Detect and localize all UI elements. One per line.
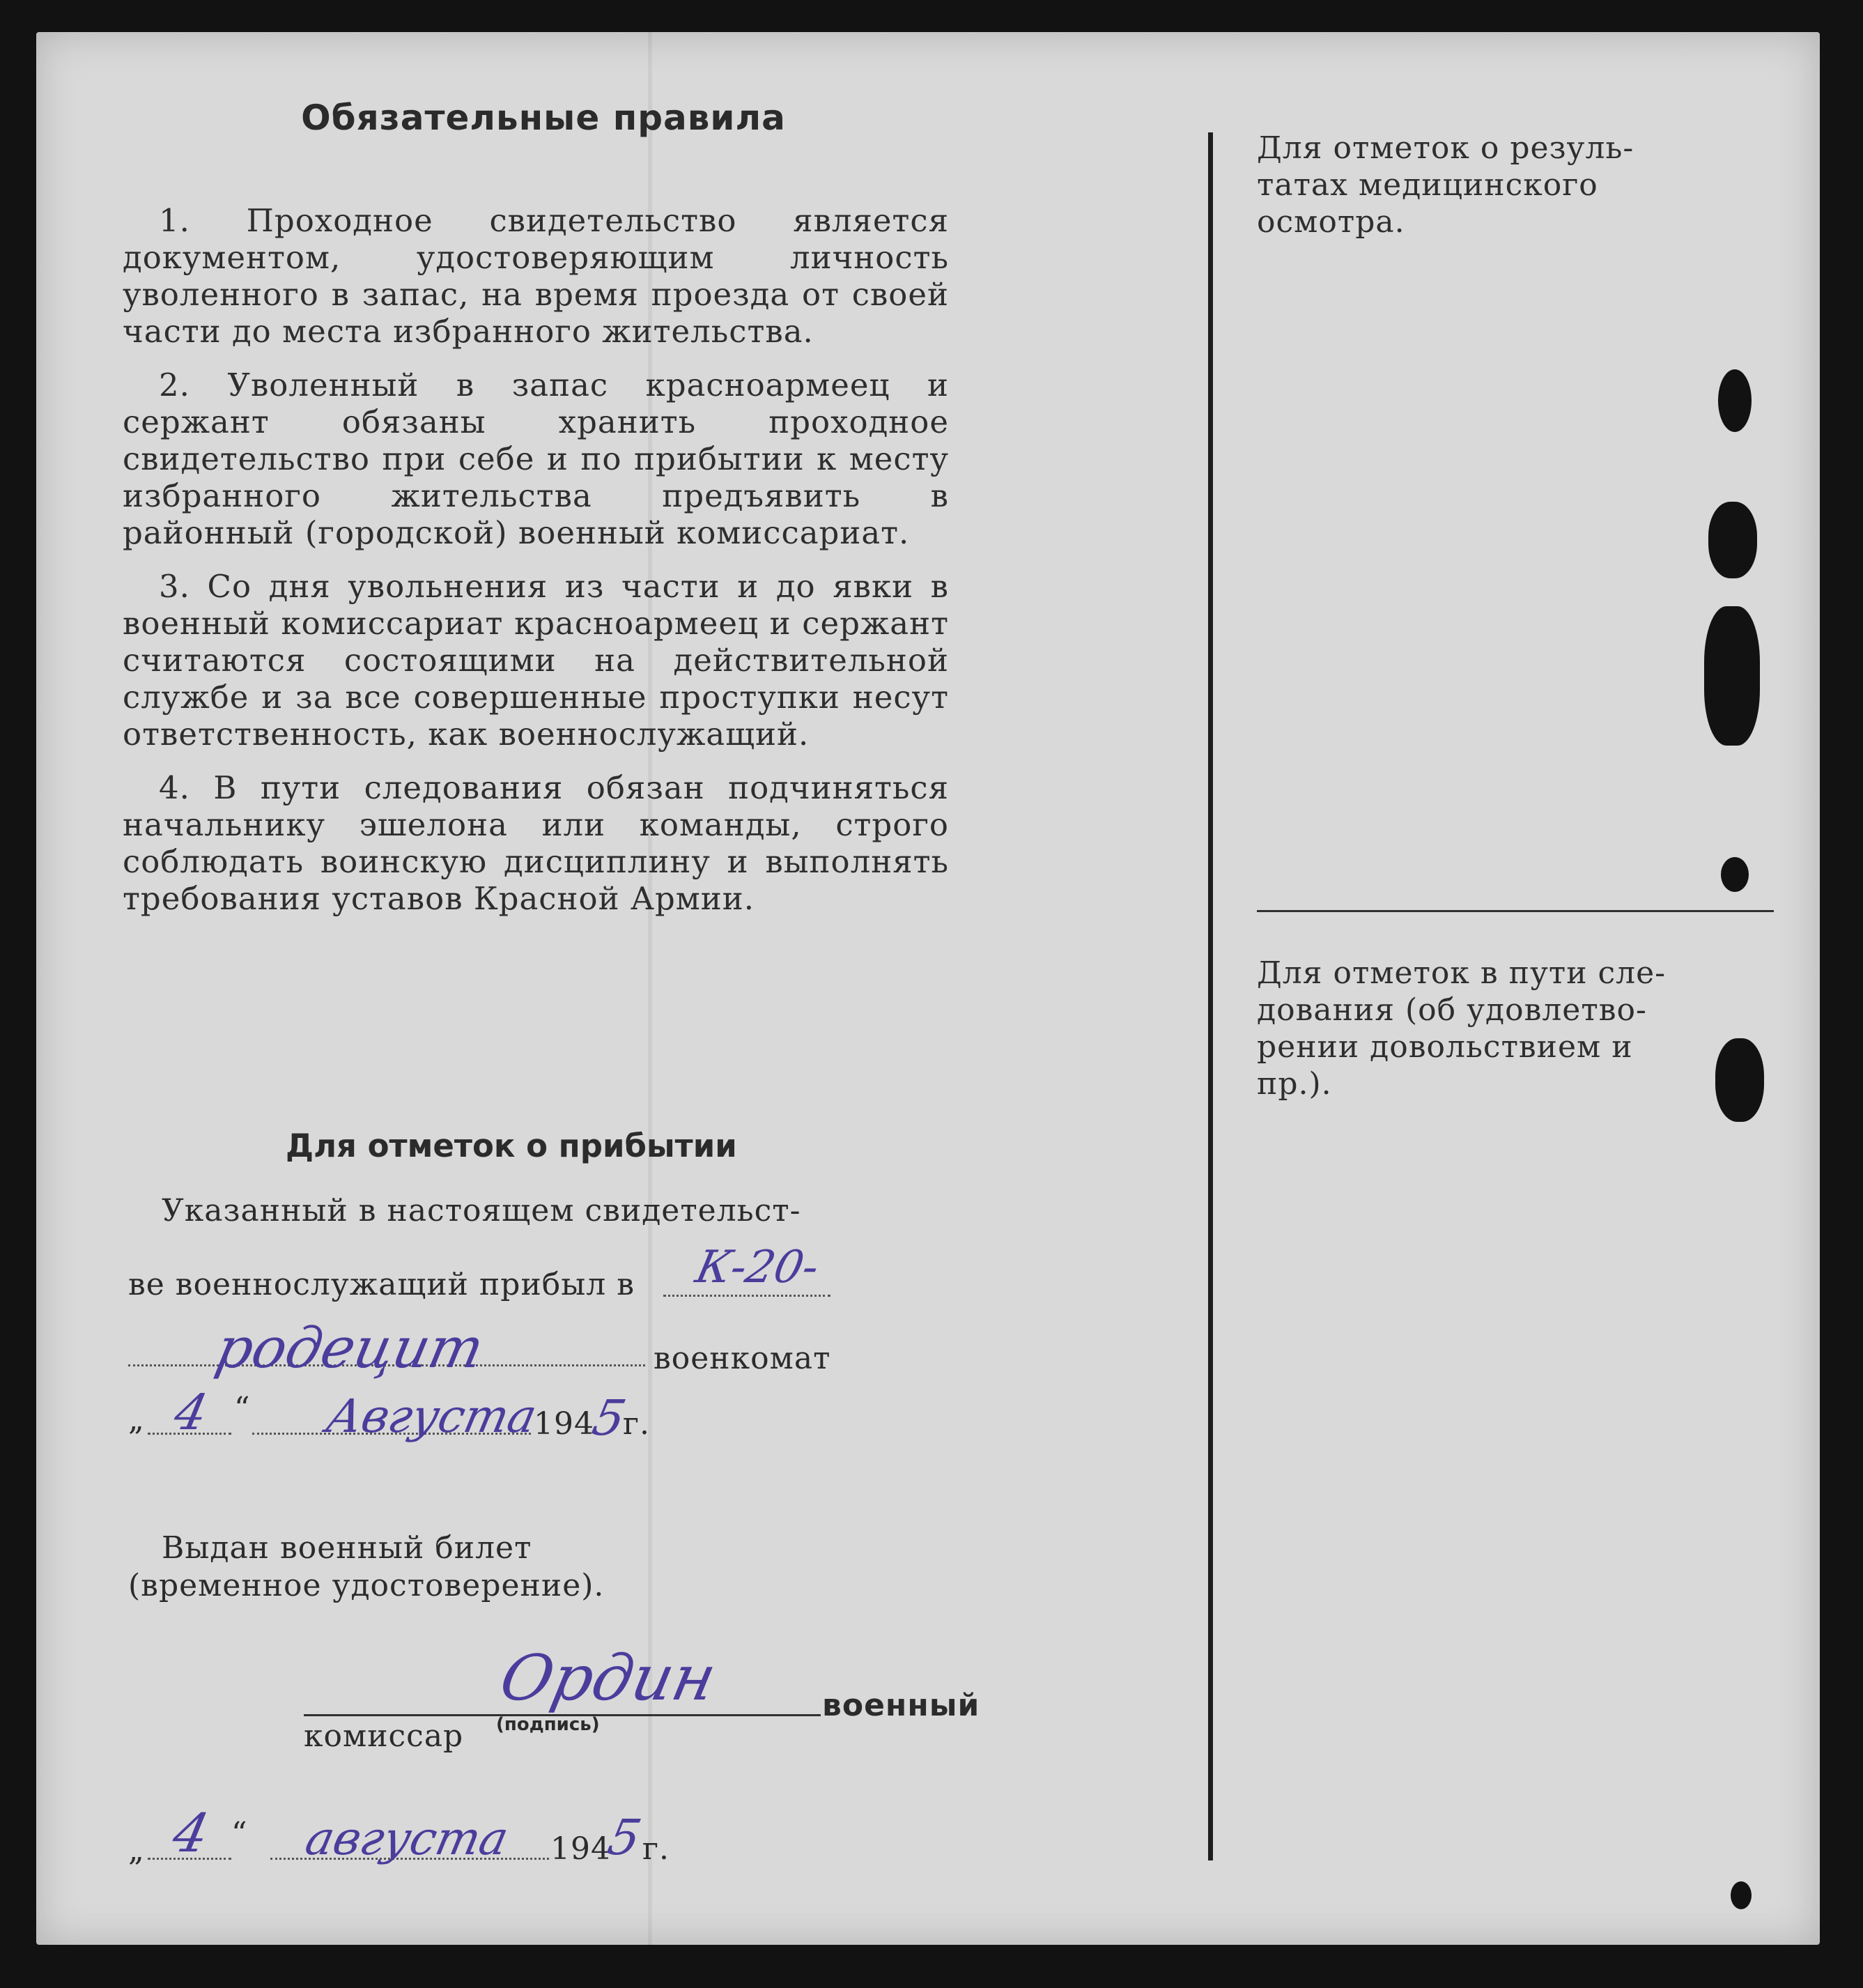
year-prefix: 194 — [534, 1406, 594, 1442]
year-suffix: г. — [642, 1831, 670, 1867]
quote-open: „ — [128, 1833, 145, 1868]
paper-tear — [1721, 857, 1749, 892]
rules-list — [123, 202, 949, 934]
quote-open: „ — [128, 1402, 145, 1438]
issued-line-2: (временное удостоверение). — [128, 1568, 605, 1603]
year-suffix: г. — [623, 1406, 651, 1442]
handwritten-district: родецит — [210, 1316, 490, 1380]
year-prefix: 194 — [550, 1831, 611, 1867]
handwritten-day: 4 — [167, 1802, 215, 1864]
komissar-label: комиссар — [304, 1718, 464, 1754]
rule-3: 3. Со дня увольнения из части и до явки в военный комиссариат красноармеец и сержант считаются состоящими на действительной службе и за все совершенные проступки несут ответственность, как военнослужащий. — [123, 568, 949, 753]
signature-caption: (подпись) — [496, 1714, 600, 1735]
handwritten-place: К-20- — [691, 1242, 824, 1293]
handwritten-month: Августа — [321, 1389, 542, 1443]
arrival-title: Для отметок о прибытии — [286, 1127, 737, 1164]
rules-title: Обязательные правила — [301, 98, 786, 138]
paper-tear — [1708, 502, 1757, 578]
handwritten-signature: Ордин — [493, 1642, 722, 1715]
fill-line — [663, 1295, 830, 1297]
paper-tear — [1704, 606, 1760, 746]
arrival-line-2: ве военнослужащий прибыл в — [128, 1267, 635, 1302]
quote-close: “ — [231, 1816, 248, 1851]
handwritten-month: августа — [300, 1812, 513, 1865]
rule-4: 4. В пути следования обязан подчиняться начальнику эшелона или команды, строго соблюдать воинскую дисциплину и выполнять требования уставов Красной Армии. — [123, 769, 949, 917]
military-office-label: военкомат — [654, 1341, 831, 1376]
paper-tear — [1718, 369, 1752, 432]
handwritten-day: 4 — [169, 1384, 213, 1441]
medical-notes-heading: Для отметок о резуль- татах медицинского осмотра. — [1257, 130, 1634, 240]
rule-2: 2. Уволенный в запас красноармеец и сержант обязаны хранить проходное свидетельство при себе и по прибытии к месту избранного жительства предъявить в районный (городской) военный комиссариат. — [123, 367, 949, 551]
arrival-line-1: Указанный в настоящем свидетельст- — [162, 1193, 801, 1228]
paper-tear — [1715, 1038, 1764, 1122]
handwritten-year-digit: 5 — [603, 1809, 647, 1866]
voenny-label: военный — [822, 1688, 980, 1723]
issued-line-1: Выдан военный билет — [162, 1530, 532, 1566]
transit-notes-heading: Для отметок в пути сле- дования (об удовлетво- рении довольствием и пр.). — [1257, 955, 1667, 1102]
handwritten-year-digit: 5 — [587, 1389, 631, 1447]
quote-close: “ — [234, 1391, 251, 1426]
rule-1: 1. Проходное свидетельство является документом, удостоверяющим личность уволенного в запас, на время проезда от своей части до места избранного жительства. — [123, 202, 949, 350]
column-divider — [1208, 132, 1213, 1860]
right-section-divider — [1257, 910, 1774, 912]
paper-hole — [1731, 1881, 1752, 1909]
